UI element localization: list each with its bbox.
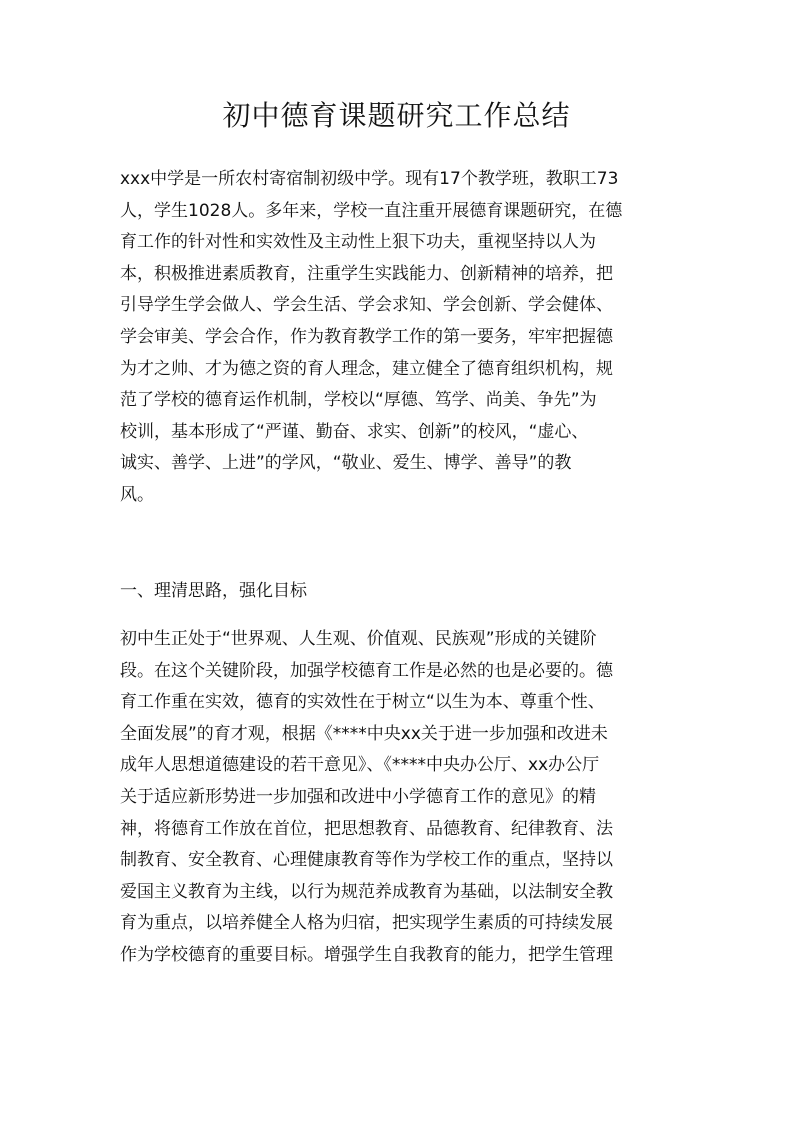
text-line: 全面发展”的育才观，根据《****中央xx关于进一步加强和改进未 bbox=[120, 723, 608, 744]
text-line: 制教育、安全教育、心理健康教育等作为学校工作的重点，坚持以 bbox=[120, 850, 613, 871]
text-line: 作为学校德育的重要目标。增强学生自我教育的能力，把学生管理 bbox=[120, 944, 613, 965]
text-line: 神，将德育工作放在首位，把思想教育、品德教育、纪律教育、法 bbox=[120, 818, 613, 839]
text-line: 育为重点，以培养健全人格为归宿，把实现学生素质的可持续发展 bbox=[120, 913, 613, 934]
text-line: 育工作的针对性和实效性及主动性上狠下功夫，重视坚持以人为 bbox=[120, 232, 596, 253]
intro-paragraph bbox=[120, 164, 680, 512]
text-line: xxx中学是一所农村寄宿制初级中学。现有17个教学班，教职工73 bbox=[120, 169, 619, 189]
text-line: 范了学校的德育运作机制，学校以“厚德、笃学、尚美、争先”为 bbox=[120, 390, 597, 411]
text-line: 段。在这个关键阶段，加强学校德育工作是必然的也是必要的。德 bbox=[120, 660, 613, 681]
text-line: 育工作重在实效，德育的实效性在于树立“以生为本、尊重个性、 bbox=[120, 692, 605, 713]
text-line: 诚实、善学、上进”的学风，“敬业、爱生、博学、善导”的教 bbox=[120, 453, 572, 474]
text-line: 成年人思想道德建设的若干意见》、《****中央办公厅、xx办公厅 bbox=[120, 755, 600, 776]
section-paragraph bbox=[120, 624, 680, 972]
text-line: 人，学生1028人。多年来，学校一直注重开展德育课题研究，在德 bbox=[120, 200, 623, 221]
section-heading-text: 一、理清思路，强化目标 bbox=[120, 581, 307, 601]
document-title: 初中德育课题研究工作总结 bbox=[222, 99, 571, 132]
text-line: 风。 bbox=[120, 484, 154, 505]
section-heading bbox=[120, 576, 680, 608]
text-line: 引导学生学会做人、学会生活、学会求知、学会创新、学会健体、 bbox=[120, 295, 613, 316]
text-line: 本，积极推进素质教育，注重学生实践能力、创新精神的培养，把 bbox=[120, 263, 613, 284]
text-line: 学会审美、学会合作，作为教育教学工作的第一要务，牢牢把握德 bbox=[120, 326, 613, 347]
text-line: 为才之帅、才为德之资的育人理念，建立健全了德育组织机构，规 bbox=[120, 358, 613, 379]
text-line: 初中生正处于“世界观、人生观、价值观、民族观”形成的关键阶 bbox=[120, 629, 597, 649]
text-line: 关于适应新形势进一步加强和改进中小学德育工作的意见》的精 bbox=[120, 786, 596, 807]
text-line: 爱国主义教育为主线，以行为规范养成教育为基础，以法制安全教 bbox=[120, 881, 613, 902]
text-line: 校训，基本形成了“严谨、勤奋、求实、创新”的校风，“虚心、 bbox=[120, 421, 589, 442]
